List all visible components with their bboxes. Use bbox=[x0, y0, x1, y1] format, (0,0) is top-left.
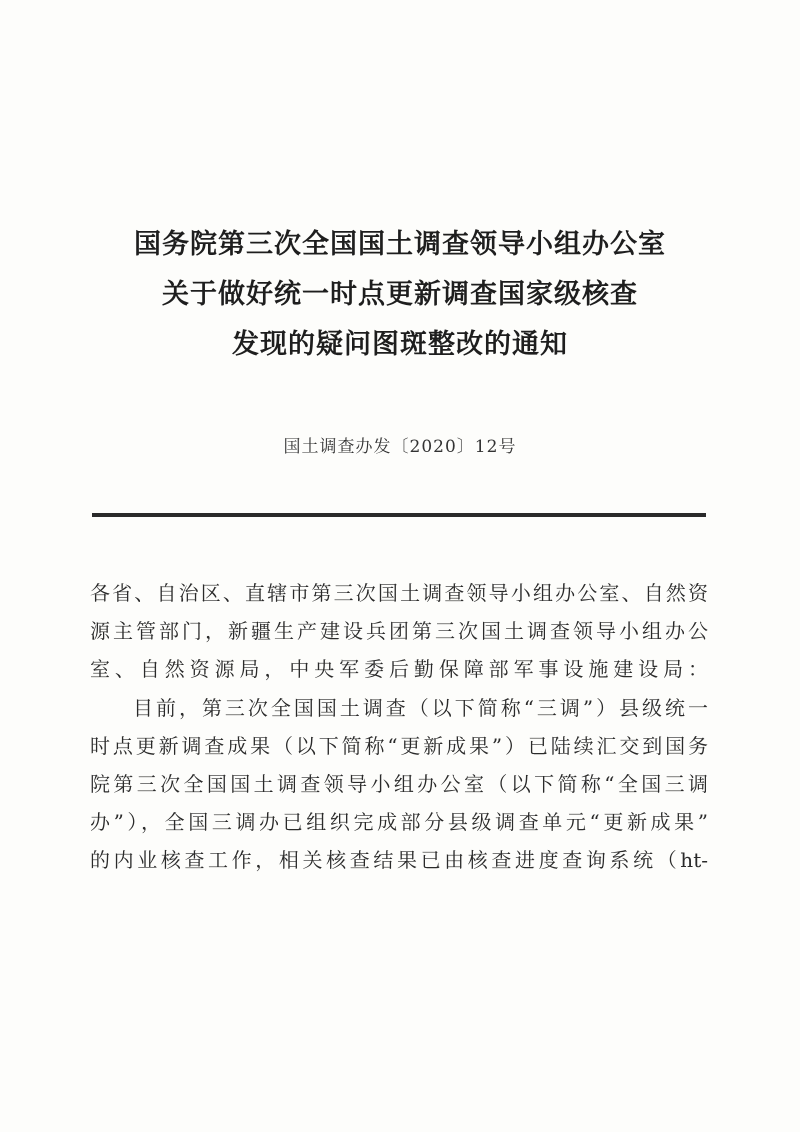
addressee-line-1: 各省、自治区、直辖市第三次国土调查领导小组办公室、自然资 bbox=[90, 581, 708, 605]
document-title-line-3: 发现的疑问图斑整改的通知 bbox=[232, 329, 568, 360]
body-paragraph-line-3: 院第三次全国国土调查领导小组办公室（以下简称“全国三调 bbox=[90, 772, 708, 796]
addressee-line-3: 室、自然资源局，中央军委后勤保障部军事设施建设局： bbox=[90, 657, 708, 681]
addressee-line-2: 源主管部门，新疆生产建设兵团第三次国土调查领导小组办公 bbox=[90, 619, 708, 643]
body-paragraph-line-4: 办”），全国三调办已组织完成部分县级调查单元“更新成果” bbox=[90, 810, 708, 834]
body-paragraph-line-2: 时点更新调查成果（以下简称“更新成果”）已陆续汇交到国务 bbox=[90, 734, 708, 758]
body-paragraph-line-5: 的内业核查工作，相关核查结果已由核查进度查询系统（ht- bbox=[90, 848, 708, 872]
document-number: 国土调查办发〔2020〕12号 bbox=[283, 437, 517, 457]
document-title-line-2: 关于做好统一时点更新调查国家级核查 bbox=[162, 279, 638, 310]
document-title-line-1: 国务院第三次全国国土调查领导小组办公室 bbox=[134, 229, 666, 260]
header-divider bbox=[92, 513, 706, 517]
body-paragraph-line-1: 目前，第三次全国国土调查（以下简称“三调”）县级统一 bbox=[133, 696, 708, 720]
